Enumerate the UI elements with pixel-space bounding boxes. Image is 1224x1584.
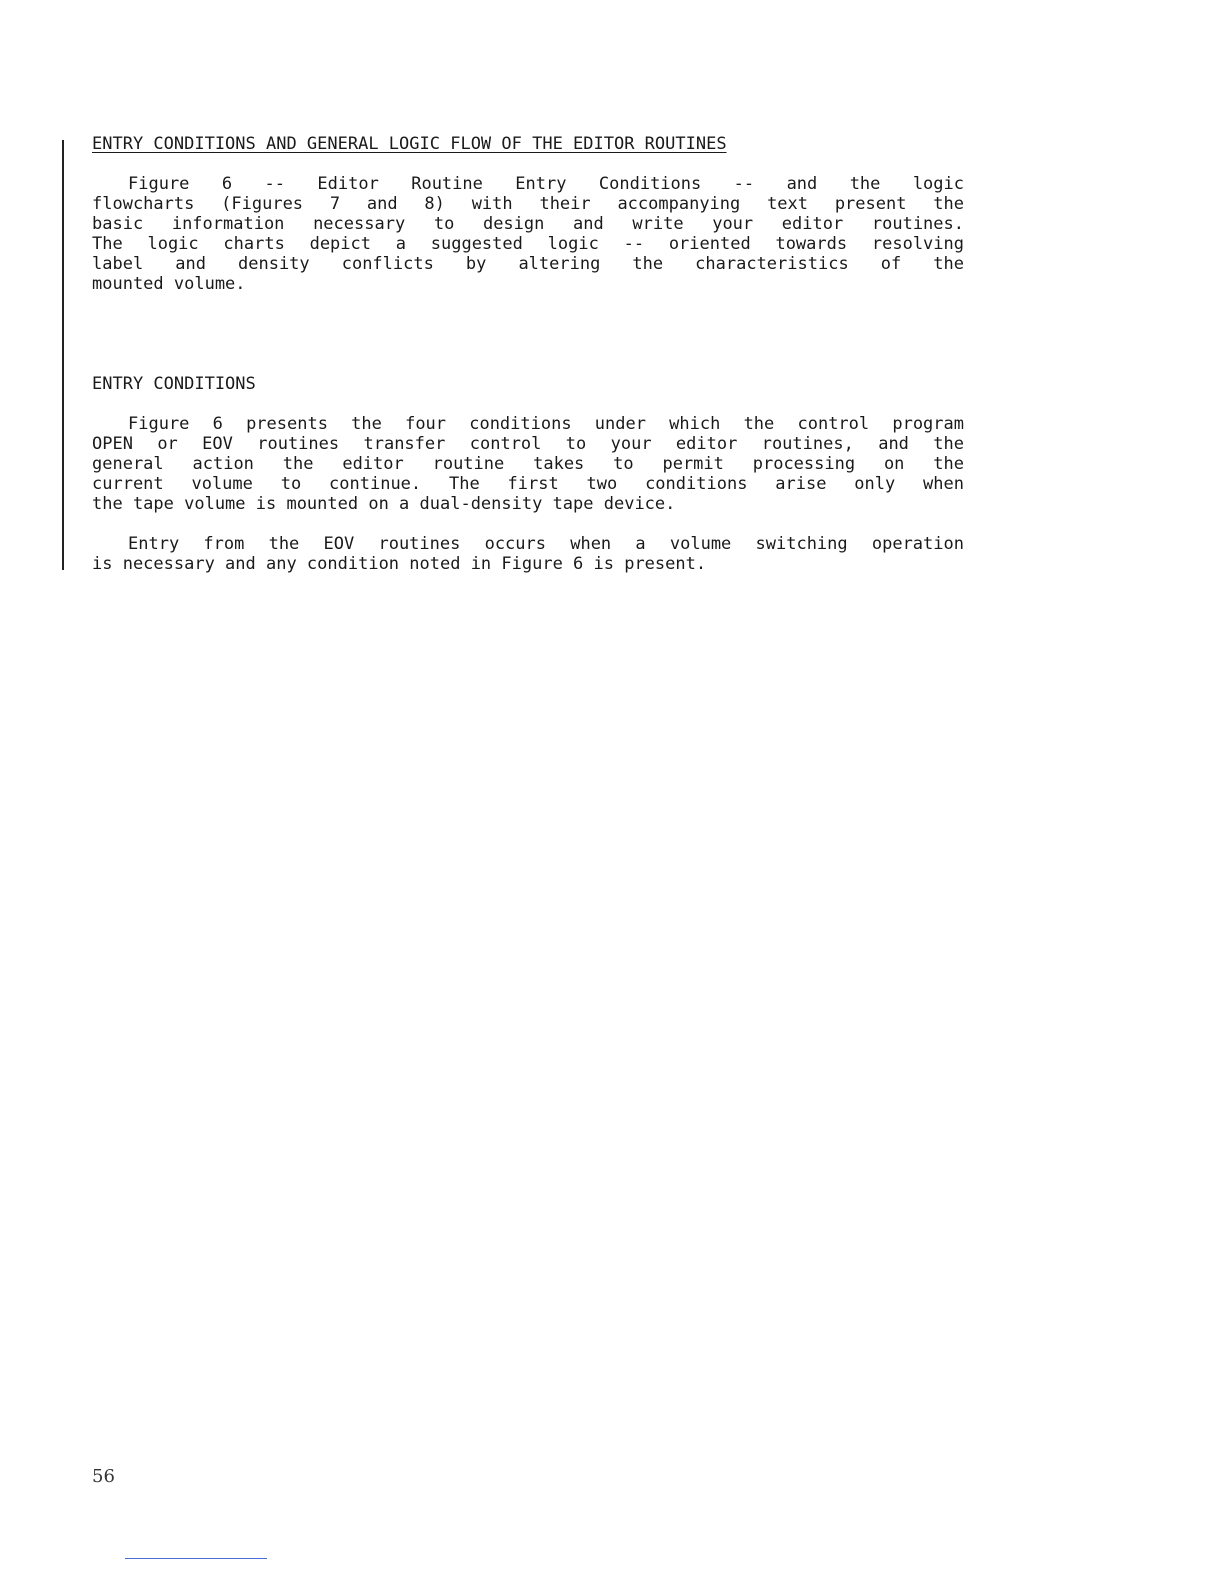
paragraph-entry-conditions — [92, 414, 964, 514]
paragraph-line: basic information necessary to design and write your editor routines. — [92, 214, 964, 234]
paragraph-line: Figure 6 presents the four conditions under which the control program — [128, 414, 964, 434]
paragraph-eov-entry — [92, 534, 964, 574]
paragraph-line: the tape volume is mounted on a dual-density tape device. — [92, 494, 676, 514]
spacer — [92, 394, 964, 414]
paragraph-line: flowcharts (Figures 7 and 8) with their accompanying text present the — [92, 194, 964, 214]
paragraph-line: general action the editor routine takes to permit processing on the — [92, 454, 964, 474]
page-number: 56 — [92, 1466, 115, 1487]
spacer — [92, 294, 964, 374]
spacer — [92, 154, 964, 174]
section-heading-entry-conditions: ENTRY CONDITIONS — [92, 374, 256, 394]
footer-rule — [125, 1558, 267, 1559]
paragraph-line: current volume to continue. The first two conditions arise only when — [92, 474, 964, 494]
paragraph-line: label and density conflicts by altering the characteristics of the — [92, 254, 964, 274]
paragraph-line: mounted volume. — [92, 274, 246, 294]
page-content — [92, 134, 964, 574]
spacer — [92, 514, 964, 534]
paragraph-overview — [92, 174, 964, 294]
revision-change-bar — [62, 140, 64, 570]
paragraph-line: Figure 6 -- Editor Routine Entry Conditions -- and the logic — [128, 174, 964, 194]
paragraph-line: The logic charts depict a suggested logic -- oriented towards resolving — [92, 234, 964, 254]
paragraph-line: is necessary and any condition noted in Figure 6 is present. — [92, 554, 707, 574]
paragraph-line: OPEN or EOV routines transfer control to your editor routines, and the — [92, 434, 964, 454]
section-heading-main: ENTRY CONDITIONS AND GENERAL LOGIC FLOW OF THE EDITOR ROUTINES — [92, 134, 727, 154]
paragraph-line: Entry from the EOV routines occurs when a volume switching operation — [128, 534, 964, 554]
